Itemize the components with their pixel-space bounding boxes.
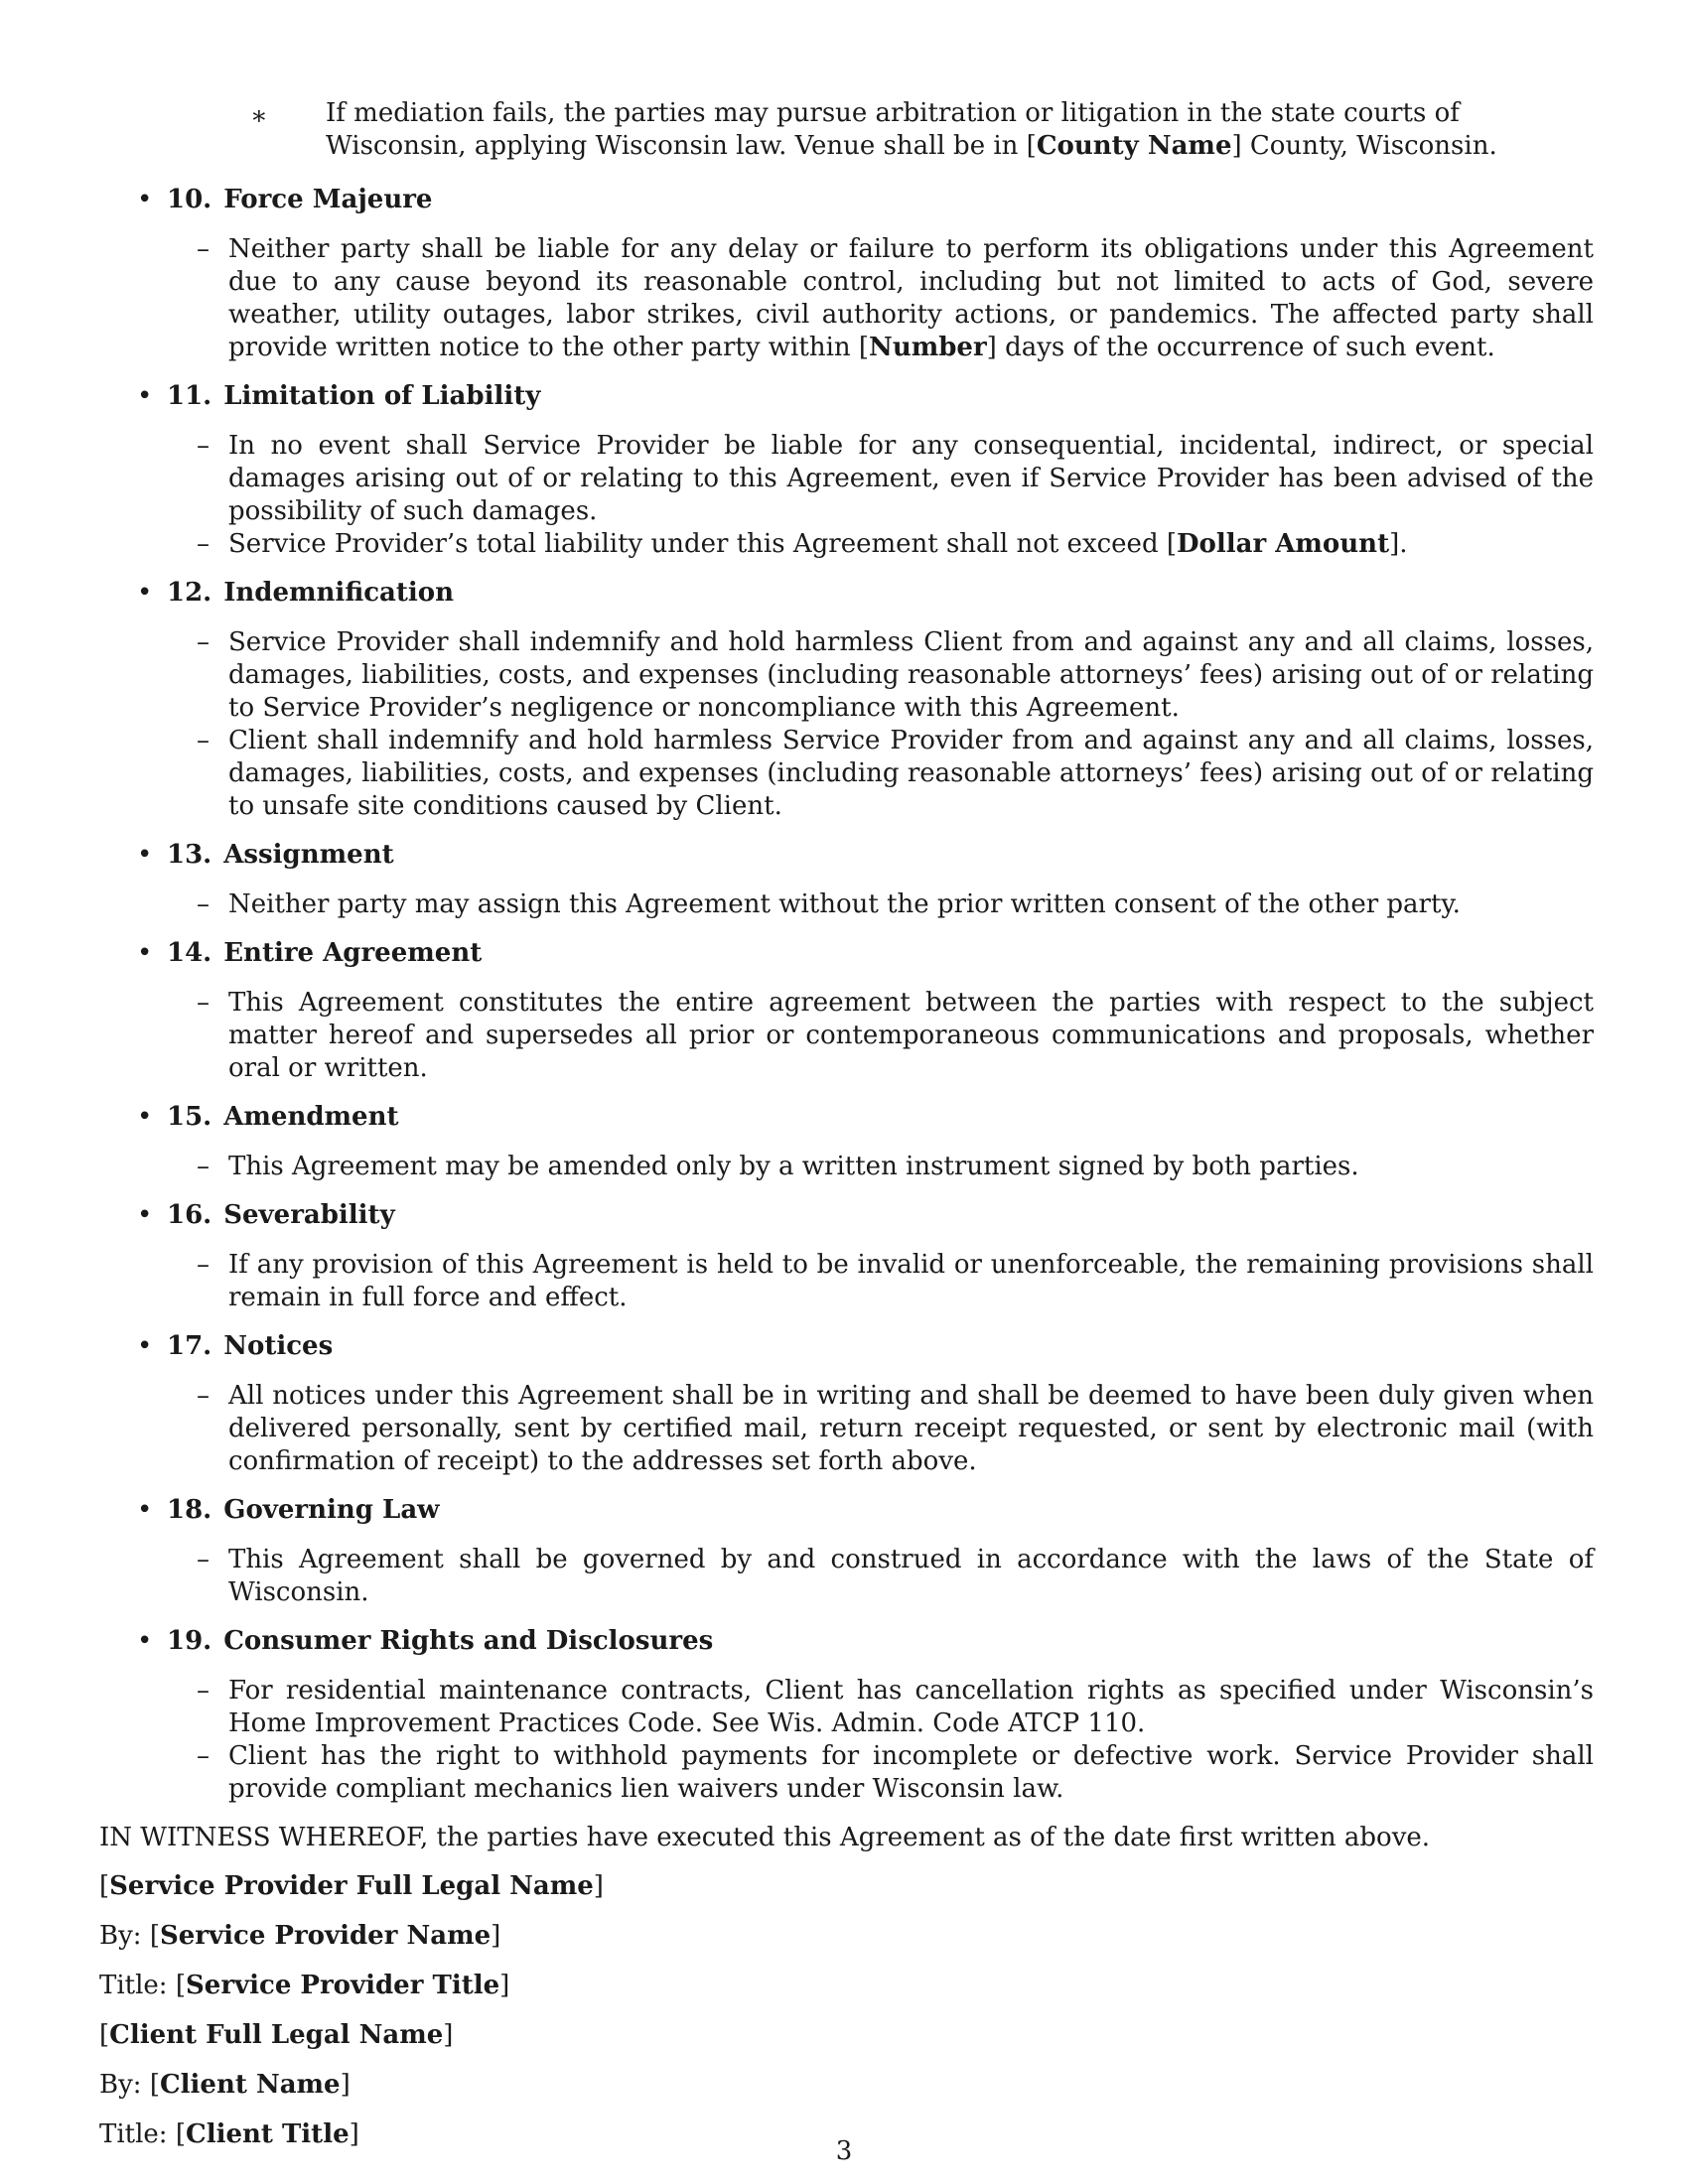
section-items [99, 233, 1594, 364]
section-number: 19. [167, 1626, 212, 1656]
section-items [99, 1151, 1594, 1183]
section-heading [99, 577, 1594, 610]
signature-line: By: [Client Name] [99, 2070, 351, 2100]
bullet-marker: • [137, 1200, 153, 1230]
subitem-text-end: ] County, Wisconsin. [1231, 131, 1497, 161]
clause-text: This Agreement may be amended only by a written instrument signed by both parties. [228, 1152, 1359, 1181]
clause-text: Client shall indemnify and hold harmless Service Provider from and against any and all claims, losses, damages, liabilities, costs, and expenses (including reasonable attorneys’ fees) arising out of or relating to unsafe site conditions caused by Client. [228, 726, 1594, 821]
clause-text: Service Provider’s total liability under this Agreement shall not exceed [ [228, 529, 1177, 559]
clause-text-end: ]. [1389, 529, 1408, 559]
clause-item [99, 1675, 1594, 1740]
signature-label: Title: [99, 2119, 176, 2149]
dash-marker: – [197, 988, 210, 1018]
clause-text: Client has the right to withhold payments for incomplete or defective work. Service Provider shall provide compliant mechanics lien waivers under Wisconsin law. [228, 1741, 1594, 1804]
section-number: 11. [167, 381, 212, 411]
bullet-marker: • [137, 1331, 153, 1361]
signature-line: Title: [Client Title] [99, 2119, 359, 2149]
section-16 [99, 1199, 1594, 1314]
clause-item [99, 626, 1594, 725]
section-title: Indemnification [223, 578, 455, 608]
section-title: Governing Law [223, 1495, 440, 1525]
witness-clause: IN WITNESS WHEREOF, the parties have executed this Agreement as of the date first written above. [99, 1823, 1431, 1852]
clause-item [99, 888, 1594, 921]
sections-list [99, 184, 1594, 1806]
clause-item [99, 725, 1594, 823]
dash-marker: – [197, 529, 210, 559]
clause-text: For residential maintenance contracts, Client has cancellation rights as specified under Wisconsin’s Home Improvement Practices Code. See Wis. Admin. Code ATCP 110. [228, 1676, 1594, 1738]
section-items [99, 888, 1594, 921]
bullet-marker: • [137, 381, 153, 411]
section-title: Assignment [223, 840, 394, 870]
dash-marker: – [197, 1741, 210, 1771]
section-title: Force Majeure [223, 185, 433, 214]
bullet-marker: • [137, 840, 153, 870]
dash-marker: – [197, 1545, 210, 1574]
section-items [99, 626, 1594, 823]
dash-marker: – [197, 1152, 210, 1181]
section-heading [99, 1101, 1594, 1134]
clause-item [99, 1544, 1594, 1609]
signature-line: Title: [Service Provider Title] [99, 1971, 510, 2000]
dash-marker: – [197, 627, 210, 657]
bullet-marker: • [137, 1626, 153, 1656]
section-number: 10. [167, 185, 212, 214]
section-10 [99, 184, 1594, 364]
signature-placeholder: Client Full Legal Name [109, 2020, 444, 2050]
subitem-text: If mediation fails, the parties may pursue arbitration or litigation in the state courts of Wisconsin, applying Wisconsin law. Venue shall be in [ [326, 98, 1460, 161]
section-items [99, 1380, 1594, 1478]
clause-item [99, 1380, 1594, 1478]
placeholder-field: Number [869, 333, 987, 362]
dash-marker: – [197, 1381, 210, 1411]
bullet-marker: • [137, 938, 153, 968]
signature-placeholder: Service Provider Full Legal Name [109, 1871, 594, 1901]
section-heading [99, 937, 1594, 970]
dash-marker: – [197, 234, 210, 264]
clause-text: All notices under this Agreement shall be in writing and shall be deemed to have been duly given when delivered personally, sent by certified mail, return receipt requested, or sent by electronic mail (with confirmation of receipt) to the addresses set forth above. [228, 1381, 1594, 1476]
page-number: 3 [835, 2136, 853, 2166]
section-title: Consumer Rights and Disclosures [223, 1626, 714, 1656]
bullet-marker: • [137, 1102, 153, 1132]
section-title: Severability [223, 1200, 395, 1230]
clause-item [99, 528, 1594, 561]
section-number: 13. [167, 840, 212, 870]
signature-line: [Client Full Legal Name] [99, 2020, 454, 2050]
dash-marker: – [197, 889, 210, 919]
section-heading [99, 380, 1594, 413]
dash-marker: – [197, 1676, 210, 1706]
section-items [99, 987, 1594, 1085]
clause-text: Neither party may assign this Agreement without the prior written consent of the other party. [228, 889, 1461, 919]
clause-item [99, 987, 1594, 1085]
bullet-marker: • [137, 185, 153, 214]
section-number: 18. [167, 1495, 212, 1525]
section-heading [99, 839, 1594, 872]
section-heading [99, 1199, 1594, 1232]
section-number: 14. [167, 938, 212, 968]
section-title: Entire Agreement [223, 938, 483, 968]
section-heading [99, 1625, 1594, 1658]
section-19 [99, 1625, 1594, 1806]
section-title: Notices [223, 1331, 334, 1361]
signature-placeholder: Service Provider Title [186, 1971, 500, 2000]
signature-placeholder: Service Provider Name [159, 1921, 492, 1951]
section-12 [99, 577, 1594, 823]
clause-text: Service Provider shall indemnify and hold harmless Client from and against any and all claims, losses, damages, liabilities, costs, and expenses (including reasonable attorneys’ fees) arising out of or relating to Service Provider’s negligence or noncompliance with this Agreement. [228, 627, 1594, 723]
clause-text: This Agreement shall be governed by and construed in accordance with the laws of the State of Wisconsin. [228, 1545, 1594, 1607]
signature-block [99, 1870, 1594, 2151]
signature-label: By: [99, 1921, 150, 1951]
clause-item [99, 430, 1594, 528]
section-heading [99, 1330, 1594, 1363]
signature-line: [Service Provider Full Legal Name] [99, 1871, 604, 1901]
signature-label: Title: [99, 1971, 176, 2000]
section-number: 16. [167, 1200, 212, 1230]
signature-label: By: [99, 2070, 150, 2100]
dash-marker: – [197, 1250, 210, 1280]
placeholder-county-name: County Name [1036, 131, 1232, 161]
asterisk-marker: ∗ [250, 101, 268, 131]
section-title: Amendment [223, 1102, 399, 1132]
clause-text: In no event shall Service Provider be liable for any consequential, incidental, indirect, or special damages arising out of or relating to this Agreement, even if Service Provider has been advised of the possibility of such damages. [228, 431, 1594, 526]
section-number: 12. [167, 578, 212, 608]
section-13 [99, 839, 1594, 921]
clause-text: This Agreement constitutes the entire agreement between the parties with respect to the subject matter hereof and supersedes all prior or contemporaneous communications and proposals, whether oral or written. [228, 988, 1594, 1083]
signature-placeholder: Client Title [186, 2119, 350, 2149]
bullet-marker: • [137, 1495, 153, 1525]
section-11 [99, 380, 1594, 561]
dash-marker: – [197, 726, 210, 755]
section-items [99, 430, 1594, 561]
clause-item [99, 1249, 1594, 1314]
dash-marker: – [197, 431, 210, 461]
signature-line: By: [Service Provider Name] [99, 1921, 501, 1951]
bullet-marker: • [137, 578, 153, 608]
signature-placeholder: Client Name [159, 2070, 341, 2100]
mediation-subitem [99, 97, 1594, 163]
clause-text: If any provision of this Agreement is held to be invalid or unenforceable, the remaining provisions shall remain in full force and effect. [228, 1250, 1594, 1312]
section-title: Limitation of Liability [223, 381, 541, 411]
section-items [99, 1249, 1594, 1314]
clause-text-end: ] days of the occurrence of such event. [986, 333, 1495, 362]
section-items [99, 1544, 1594, 1609]
clause-item [99, 233, 1594, 364]
section-items [99, 1675, 1594, 1806]
section-18 [99, 1494, 1594, 1609]
section-heading [99, 1494, 1594, 1527]
clause-item [99, 1740, 1594, 1806]
section-number: 17. [167, 1331, 212, 1361]
clause-text: Neither party shall be liable for any delay or failure to perform its obligations under this Agreement due to any cause beyond its reasonable control, including but not limited to acts of God, severe weather, utility outages, labor strikes, civil authority actions, or pandemics. The affected party shall provide written notice to the other party within [ [228, 234, 1594, 362]
section-number: 15. [167, 1102, 212, 1132]
clause-item [99, 1151, 1594, 1183]
placeholder-field: Dollar Amount [1177, 529, 1390, 559]
page-content [99, 97, 1594, 2168]
section-heading [99, 184, 1594, 216]
section-14 [99, 937, 1594, 1085]
section-17 [99, 1330, 1594, 1478]
section-15 [99, 1101, 1594, 1183]
